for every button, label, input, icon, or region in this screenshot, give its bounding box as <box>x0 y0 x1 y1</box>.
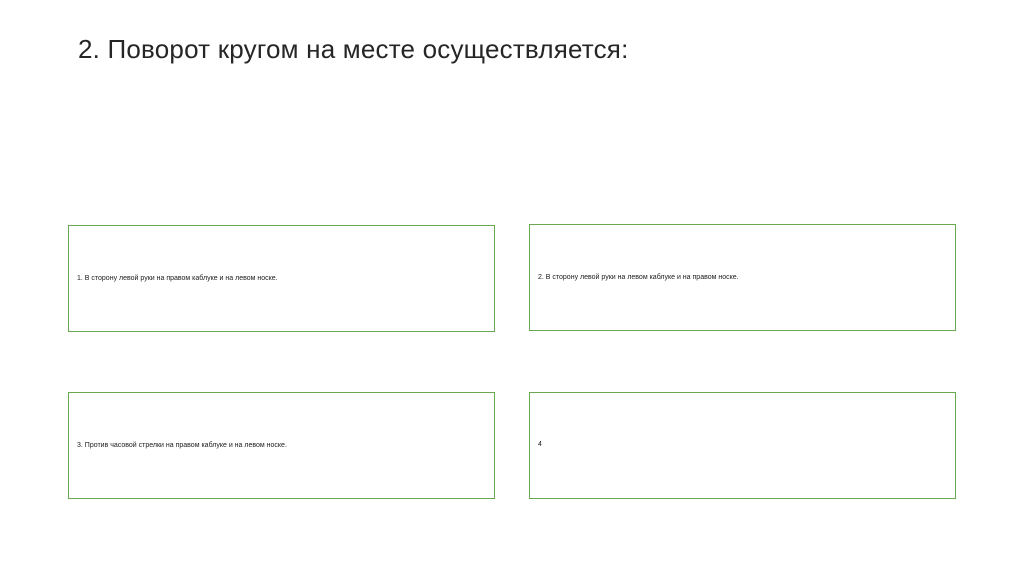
answer-option-1-label: 1. В сторону левой руки на правом каблуке и на левом носке. <box>77 275 278 282</box>
answer-option-2-label: 2. В сторону левой руки на левом каблуке и на правом носке. <box>538 273 739 281</box>
answer-option-3-label: 3. Против часовой стрелки на правом каблуке и на левом носке. <box>77 442 287 449</box>
answer-option-4[interactable] <box>529 392 956 499</box>
answer-option-4-label: 4 <box>538 441 542 448</box>
question-title: 2. Поворот кругом на месте осуществляется: <box>78 34 629 64</box>
answer-option-3[interactable] <box>68 392 495 499</box>
answer-option-2[interactable] <box>529 224 956 331</box>
answer-option-1[interactable] <box>68 225 495 332</box>
